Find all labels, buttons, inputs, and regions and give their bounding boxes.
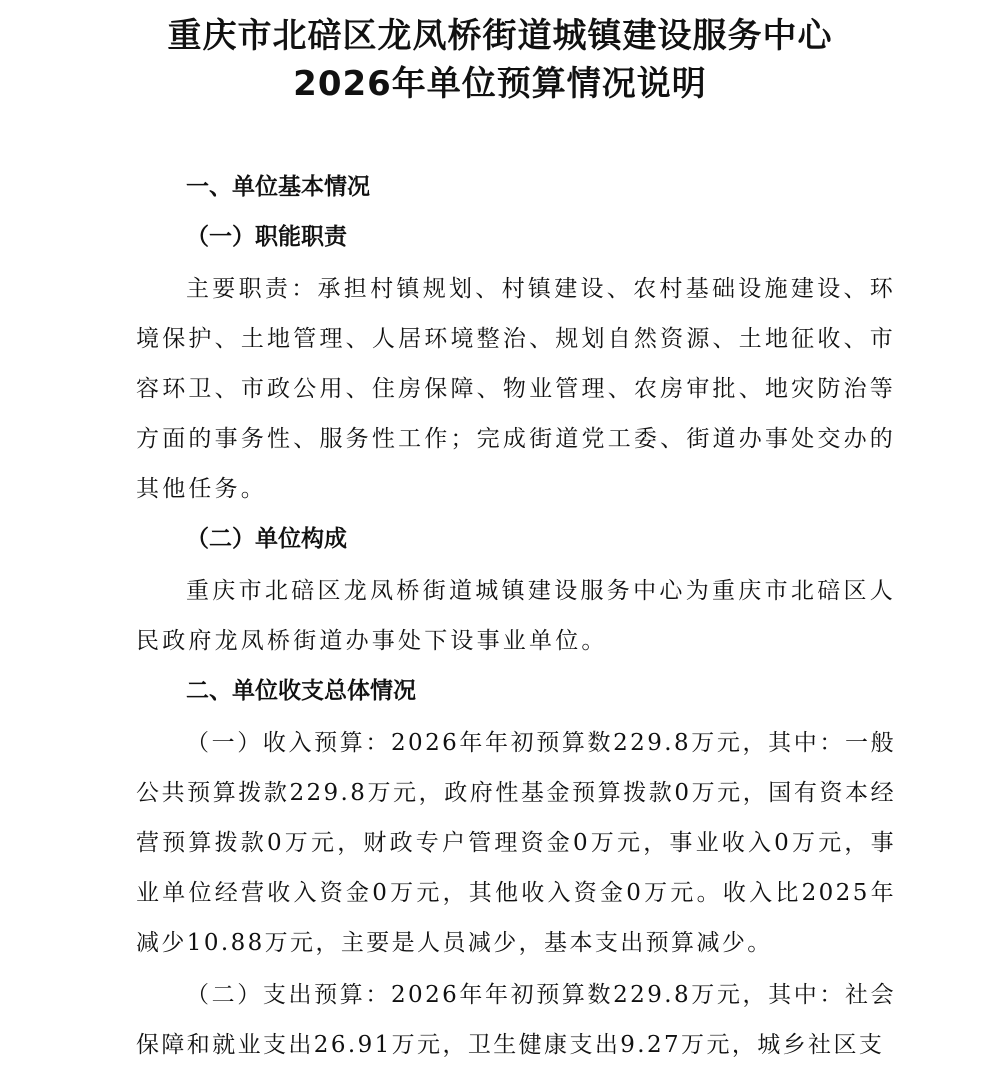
income-text: ：2026年年初预算数229.8万元，其中：一般公共预算拨款229.8万元，政府性基金预算拨款0万元，国有资本经营预算拨款0万元，财政专户管理资金0万元，事业收入0万元，事业单位经营收入资金0万元，其他收入资金0万元。收入比2025年减少10.88万元，主要是人员减少，基本支出预算减少。 bbox=[136, 730, 896, 956]
income-lead: （一）收入预算 bbox=[186, 730, 366, 756]
section-heading-basic: 一、单位基本情况 bbox=[186, 174, 370, 200]
expense-text: ：2026年年初预算数229.8万元，其中：社会保障和就业支出26.91万元，卫生健康支出9.27万元，城乡社区支 bbox=[136, 982, 896, 1058]
income-paragraph bbox=[136, 718, 896, 968]
subsection-heading-structure: （二）单位构成 bbox=[186, 525, 347, 552]
structure-paragraph: 重庆市北碚区龙凤桥街道城镇建设服务中心为重庆市北碚区人民政府龙凤桥街道办事处下设事业单位。 bbox=[136, 578, 896, 654]
expense-paragraph bbox=[136, 970, 896, 1070]
expense-lead: （二）支出预算 bbox=[186, 982, 366, 1008]
subsection-heading-functions: （一）职能职责 bbox=[186, 223, 347, 250]
document-title-line1: 重庆市北碚区龙凤桥街道城镇建设服务中心 bbox=[167, 16, 833, 56]
document-title-line2: 2026年单位预算情况说明 bbox=[293, 64, 707, 104]
section-heading-budget: 二、单位收支总体情况 bbox=[186, 678, 416, 704]
functions-paragraph: 主要职责：承担村镇规划、村镇建设、农村基础设施建设、环境保护、土地管理、人居环境整治、规划自然资源、土地征收、市容环卫、市政公用、住房保障、物业管理、农房审批、地灾防治等方面的事务性、服务性工作；完成街道党工委、街道办事处交办的其他任务。 bbox=[136, 276, 896, 502]
